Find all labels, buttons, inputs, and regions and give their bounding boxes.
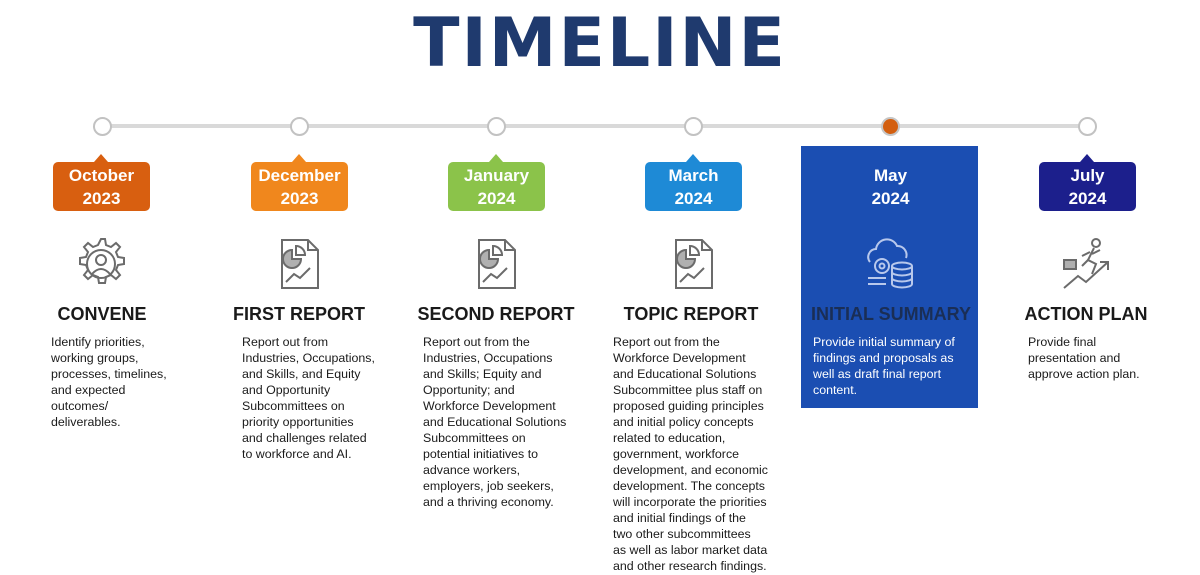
description-line: Subcommittees on [423, 431, 526, 445]
badge-may [842, 162, 939, 210]
badge-month: March [668, 166, 719, 185]
badge-july [1039, 162, 1136, 211]
description-line: presentation and [1028, 351, 1121, 365]
description-line: proposed guiding principles [613, 399, 764, 413]
description-line: and other research findings. [613, 559, 767, 573]
description-line: Workforce Development [613, 351, 746, 365]
cloud-database-icon [860, 234, 920, 294]
description-line: and Skills, and Equity [242, 367, 361, 381]
description-line: as well as labor market data [613, 543, 768, 557]
description-line: potential initiatives to [423, 447, 539, 461]
timeline-node-october [93, 117, 112, 136]
description-line: Report out from the [613, 335, 720, 349]
rising-arrow-person-icon [1058, 234, 1118, 294]
description-line: and Educational Solutions [613, 367, 757, 381]
heading-first-report: FIRST REPORT [232, 304, 365, 324]
badge-month: October [68, 166, 135, 185]
timeline-node-january [487, 117, 506, 136]
heading-topic-report: TOPIC REPORT [623, 304, 759, 324]
description-line: content. [813, 383, 858, 397]
report-chart-icon [664, 234, 724, 294]
description-line: related to education, [613, 431, 726, 445]
badge-january [448, 162, 545, 211]
badge-year: 2023 [280, 189, 319, 208]
description-first-report [242, 334, 392, 462]
description-line: and Educational Solutions [423, 415, 567, 429]
badge-year: 2024 [871, 189, 910, 208]
report-chart-icon [467, 234, 527, 294]
description-line: Workforce Development [423, 399, 556, 413]
description-line: approve action plan. [1028, 367, 1140, 381]
timeline-node-july [1078, 117, 1097, 136]
timeline-node-march [684, 117, 703, 136]
badge-march [645, 162, 742, 211]
badge-year: 2024 [674, 189, 713, 208]
description-line: Industries, Occupations [423, 351, 553, 365]
description-line: and initial policy concepts [613, 415, 754, 429]
gear-person-icon [71, 234, 131, 294]
description-line: and a thriving economy. [423, 495, 554, 509]
description-line: will incorporate the priorities [613, 495, 767, 509]
description-line: Subcommittee plus staff on [613, 383, 763, 397]
description-line: Identify priorities, [51, 335, 145, 349]
description-line: to workforce and AI. [242, 447, 352, 461]
badge-month: July [1070, 166, 1105, 185]
description-line: processes, timelines, [51, 367, 167, 381]
description-line: Provide initial summary of [813, 335, 955, 349]
description-line: and challenges related [242, 431, 367, 445]
description-line: working groups, [51, 351, 139, 365]
description-line: Subcommittees on [242, 399, 345, 413]
timeline-node-december [290, 117, 309, 136]
badge-year: 2023 [82, 189, 121, 208]
description-initial-summary [813, 334, 973, 398]
description-line: two other subcommittees [613, 527, 751, 541]
badge-year: 2024 [477, 189, 516, 208]
description-topic-report [613, 334, 793, 574]
description-line: Opportunity; and [423, 383, 515, 397]
report-chart-icon [270, 234, 330, 294]
heading-second-report: SECOND REPORT [417, 304, 575, 324]
description-line: Report out from [242, 335, 329, 349]
description-line: well as draft final report [813, 367, 942, 381]
timeline-line [102, 124, 1088, 128]
description-line: Provide final [1028, 335, 1097, 349]
description-line: development, and economic [613, 463, 768, 477]
badge-december [251, 162, 348, 211]
badge-month: January [463, 166, 530, 185]
page-title: TIMELINE [413, 4, 787, 83]
description-second-report [423, 334, 593, 510]
badge-month: December [258, 166, 341, 185]
badge-year: 2024 [1068, 189, 1107, 208]
description-line: priority opportunities [242, 415, 354, 429]
heading-action-plan: ACTION PLAN [1024, 304, 1148, 324]
description-line: Report out from the [423, 335, 530, 349]
description-line: government, workforce [613, 447, 740, 461]
description-convene [51, 334, 201, 430]
heading-initial-summary: INITIAL SUMMARY [811, 304, 971, 324]
description-action-plan [1028, 334, 1188, 382]
description-line: advance workers, [423, 463, 521, 477]
description-line: development. The concepts [613, 479, 765, 493]
description-line: outcomes/ [51, 399, 109, 413]
description-line: Industries, Occupations, [242, 351, 375, 365]
description-line: employers, job seekers, [423, 479, 554, 493]
badge-month: May [873, 166, 908, 185]
badge-october [53, 162, 150, 211]
timeline-node-may-active [881, 117, 900, 136]
heading-convene: CONVENE [57, 304, 147, 324]
description-line: deliverables. [51, 415, 121, 429]
description-line: findings and proposals as [813, 351, 954, 365]
description-line: and expected [51, 383, 126, 397]
description-line: and Skills; Equity and [423, 367, 542, 381]
description-line: and Opportunity [242, 383, 331, 397]
description-line: and initial findings of the [613, 511, 746, 525]
